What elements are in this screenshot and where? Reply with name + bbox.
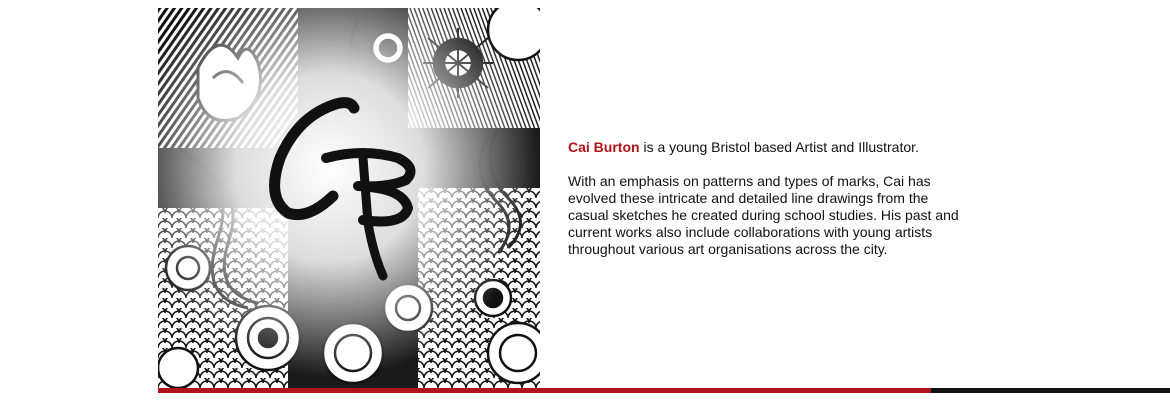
artwork-image [158, 8, 540, 388]
doodle-artwork [158, 8, 540, 388]
bio-intro-text: is a young Bristol based Artist and Illustrator. [639, 139, 919, 155]
footer-bar-red [158, 388, 931, 393]
artist-bio [568, 139, 968, 258]
artist-name: Cai Burton [568, 139, 640, 155]
footer-bar-black [931, 388, 1170, 393]
footer-bar [158, 388, 1170, 393]
bio-intro [568, 139, 968, 156]
bio-paragraph: With an emphasis on patterns and types of marks, Cai has evolved these intricate and detailed line drawings from the casual sketches he created during school studies. His past and current works also include collaborations with young artists throughout various art organisations across the city. [568, 173, 959, 257]
